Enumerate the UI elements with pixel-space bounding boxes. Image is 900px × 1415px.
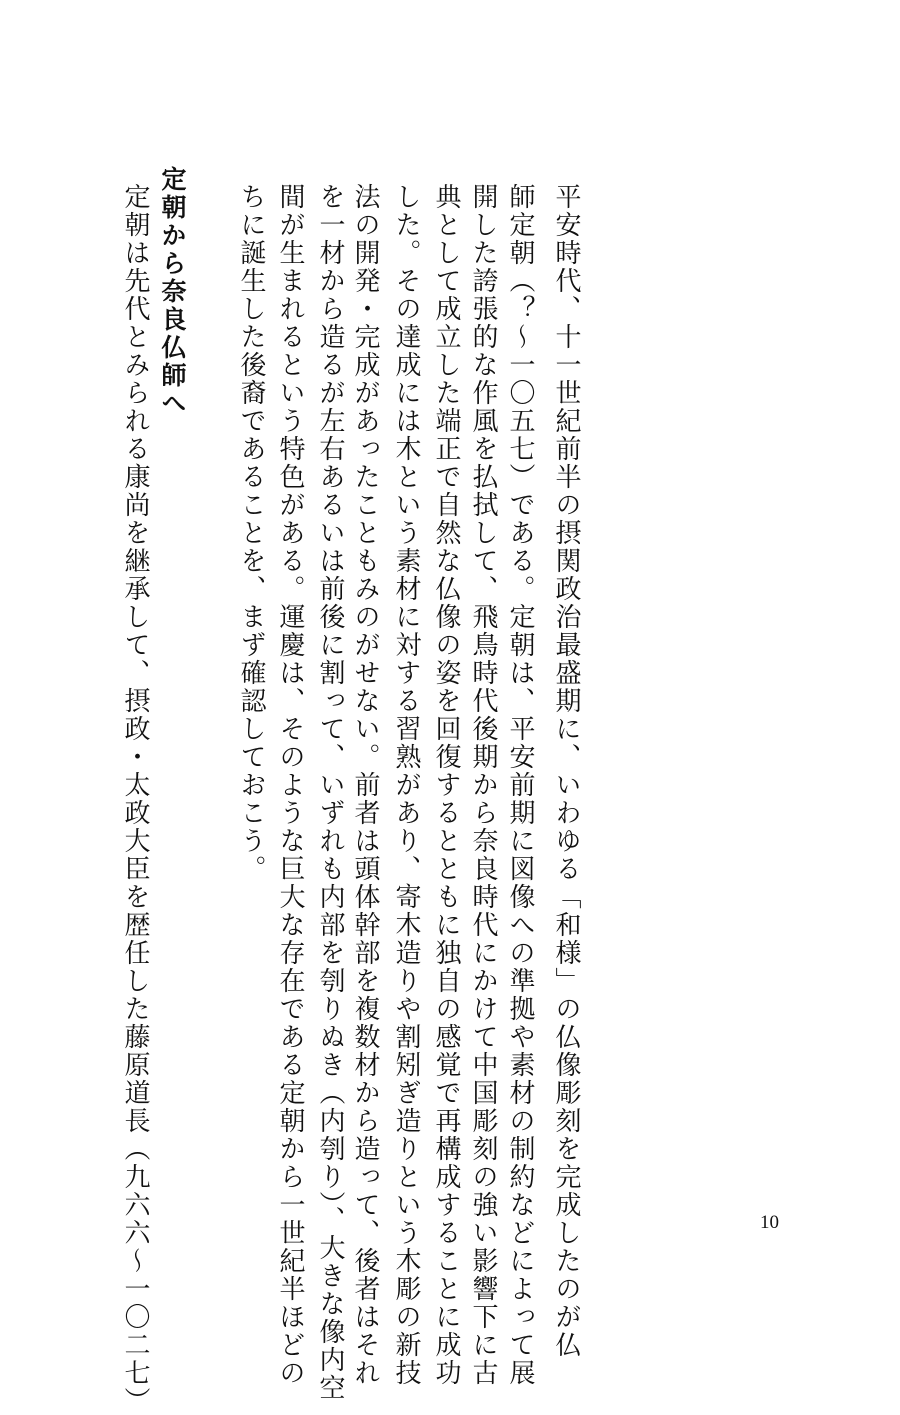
body-text-line-8: 間が生まれるという特色がある。運慶は、そのような巨大な存在である定朝から一世紀半ほどの: [275, 183, 305, 1387]
body-text-line-4: 典として成立した端正で自然な仏像の姿を回復するとともに独自の感覚で再構成することに成功: [431, 183, 461, 1387]
section-heading: 定朝から奈良仏師へ: [158, 166, 187, 418]
body-text-line-6: 法の開発・完成があったこともみのがせない。前者は頭体幹部を複数材から造って、後者はそれ: [350, 183, 380, 1387]
body-text-line-9: ちに誕生した後裔であることを、まず確認しておこう。: [236, 183, 266, 883]
body-text-line-1: 平安時代、十一世紀前半の摂関政治最盛期に、いわゆる「和様」の仏像彫刻を完成したのが仏: [551, 183, 581, 1359]
section-body-line-1: 定朝は先代とみられる康尚を継承して、摂政・太政大臣を歴任した藤原道長（九六六〜一〇二七）: [120, 183, 150, 1415]
body-text-line-7: を一材から造るが左右あるいは前後に割って、いずれも内部を刳りぬき（内刳り）、大きな像内空: [315, 183, 345, 1402]
body-text-line-2: 師定朝（？〜一〇五七）である。定朝は、平安前期に図像への準拠や素材の制約などによって展: [505, 183, 535, 1387]
page-number: 10: [760, 1212, 779, 1233]
body-text-line-3: 開した誇張的な作風を払拭して、飛鳥時代後期から奈良時代にかけて中国彫刻の強い影響下に古: [468, 183, 498, 1387]
body-text-line-5: した。その達成には木という素材に対する習熟があり、寄木造りや割矧ぎ造りという木彫の新技: [391, 183, 421, 1387]
